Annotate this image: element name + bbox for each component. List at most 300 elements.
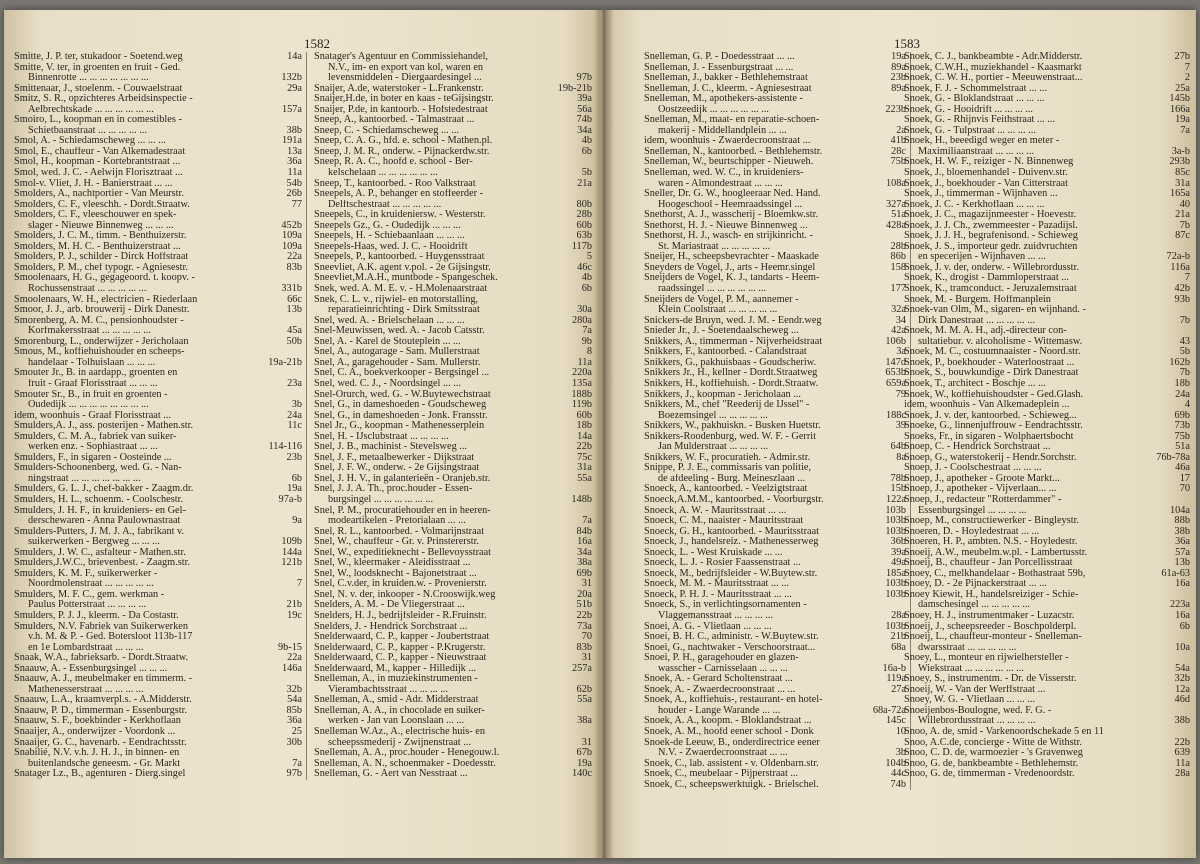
entry-text: Snaauw, L.A., kraamverpl.s. - A.Midderstr. — [14, 695, 192, 706]
directory-entry — [314, 326, 592, 337]
entry-text: Snel Jr., G., koopman - Mathenesserplein — [314, 421, 485, 432]
directory-entry — [314, 305, 592, 316]
entry-text: Snoeck, C. M., naaister - Mauritsstraat — [644, 516, 804, 527]
entry-house-number: 46a — [1175, 462, 1190, 474]
entry-house-number: 327a — [885, 198, 906, 210]
directory-entry — [314, 706, 592, 717]
entry-house-number: 28b — [890, 240, 906, 252]
entry-house-number: 145b — [1169, 93, 1190, 105]
directory-entry — [14, 453, 302, 464]
entry-text: Snaijer,H.de, in boter en kaas - teGijsingstr. — [314, 94, 494, 105]
entry-text: Snoek, J., boekhouder - Van Citterstraat — [904, 178, 1068, 189]
entry-text: Smulders, G. L. J., chef-bakker - Zaagm.dr. — [14, 484, 194, 495]
entry-house-number: 17 — [1179, 472, 1190, 484]
entry-text: Snel, wed. A. - Brielschelaan ... ... ... — [314, 315, 465, 326]
directory-entry — [904, 347, 1190, 358]
entry-house-number: 21a — [577, 177, 592, 189]
directory-entry — [314, 411, 592, 422]
entry-house-number: 61a-63 — [1161, 567, 1190, 579]
entry-text: fruit - Graaf Florisstraat ... ... ... — [28, 378, 158, 389]
directory-entry — [904, 126, 1190, 137]
entry-house-number: 31 — [581, 578, 592, 590]
entry-house-number: 147d — [885, 356, 906, 368]
entry-text: Snoeij, B., chauffeur - Jan Porcellisstraat — [904, 558, 1073, 569]
directory-entry — [904, 63, 1190, 74]
entry-text: N.V. - Zwaerdecroonstraat ... ... — [658, 748, 788, 759]
directory-entry — [644, 326, 906, 337]
right-page-number: 1583 — [894, 36, 920, 51]
entry-text: Sneepels, A. P., behanger en stoffeerder - — [314, 189, 484, 200]
directory-entry — [904, 685, 1190, 696]
entry-house-number: 6b — [291, 472, 302, 484]
directory-entry — [904, 400, 1190, 411]
entry-text: Snoey, S., instrumentm. - Dr. de Visserstr. — [904, 674, 1077, 685]
entry-house-number: 109a — [281, 230, 302, 242]
entry-text: Paulus Potterstraat ... ... ... ... — [28, 600, 147, 611]
directory-entry — [644, 611, 906, 622]
entry-text: Snoeck, A. W. - Mauritsstraat ... ... — [644, 505, 787, 516]
directory-entry — [904, 263, 1190, 274]
directory-entry — [314, 179, 592, 190]
directory-entry — [14, 695, 302, 706]
entry-text: Snel, W., loodsknecht - Bajonetstraat ... — [314, 568, 477, 579]
directory-entry — [314, 695, 592, 706]
entry-text: Essenburgsingel ... ... ... ... — [918, 505, 1027, 516]
entry-text: Snoep, M., constructiewerker - Bingleystr. — [904, 516, 1080, 527]
entry-house-number: 54a — [1175, 662, 1190, 674]
entry-house-number: 30b — [286, 736, 302, 748]
entry-house-number: 26b — [286, 188, 302, 200]
directory-entry — [644, 126, 906, 137]
entry-text: Smorenburg, L., onderwijzer - Jericholaan — [14, 336, 189, 347]
entry-house-number: 8a — [896, 451, 906, 463]
entry-house-number: 89a — [891, 82, 906, 94]
directory-entry — [904, 168, 1190, 179]
entry-text: Snoek, J. C., magazijnmeester - Hoevestr. — [904, 210, 1077, 221]
entry-house-number: 28a — [1175, 768, 1190, 780]
entry-text: raadssingel ... ... ... ... ... ... — [658, 284, 767, 295]
directory-entry — [14, 664, 302, 675]
entry-text: kelschelaan ... ... ... ... ... ... — [328, 168, 438, 179]
directory-entry — [314, 569, 592, 580]
entry-house-number: 22b — [576, 609, 592, 621]
directory-entry — [644, 157, 906, 168]
entry-house-number: 7b — [1179, 219, 1190, 231]
directory-entry — [314, 622, 592, 633]
book-spread — [4, 10, 1196, 858]
entry-text: Snel, R. L., kantoorbed. - Volmarijnstraat — [314, 526, 485, 537]
entry-house-number: 20a — [577, 588, 592, 600]
directory-entry — [644, 506, 906, 517]
directory-entry — [904, 495, 1190, 506]
entry-text: Snoek, J. J. Ch., zwemmeester - Pazadijsl. — [904, 220, 1078, 231]
entry-text: Snelleman, G. P. - Doedesstraat ... ... — [644, 52, 795, 62]
directory-entry — [314, 495, 592, 506]
entry-text: slager - Nieuwe Binnenweg ... ... ... — [28, 220, 174, 231]
entry-house-number: 24a — [287, 409, 302, 421]
entry-text: Snoey, W. G. - Vlietlaan ... ... ... — [904, 695, 1035, 706]
entry-text: Snoek, M. - Burgem. Hoffmanplein — [904, 294, 1051, 305]
entry-house-number: 74b — [576, 114, 592, 126]
entry-text: Sneller, Dr. G. W., hoogleeraar Ned. Hand. — [644, 189, 821, 200]
entry-house-number: 34a — [577, 546, 592, 558]
entry-text: Snoek, H. W. F., reiziger - N. Binnenweg — [904, 157, 1074, 168]
entry-text: Snelleman, M., maat- en reparatie-schoen- — [644, 115, 820, 126]
entry-house-number: 117b — [571, 240, 592, 252]
entry-house-number: 7b — [1179, 314, 1190, 326]
entry-house-number: 659a — [885, 377, 906, 389]
entry-house-number: 103b — [885, 515, 906, 527]
directory-entry — [904, 442, 1190, 453]
directory-entry — [644, 52, 906, 63]
directory-entry — [14, 126, 302, 137]
entry-text: Snethorst, H. J. - Nieuwe Binnenweg ... — [644, 220, 808, 231]
directory-entry — [314, 252, 592, 263]
entry-text: Snel, H. - IJsclubstraat ... ... ... ... — [314, 431, 449, 442]
directory-entry — [904, 569, 1190, 580]
directory-entry — [644, 136, 906, 147]
left-page-number: 1582 — [304, 36, 330, 51]
directory-entry — [644, 453, 906, 464]
entry-text: Snel, C.v.der, in kruiden.w. - Provenierstr. — [314, 579, 487, 590]
entry-text: Snoek, G. - Tulpstraat ... ... ... ... — [904, 125, 1036, 136]
entry-house-number: 46d — [1174, 694, 1190, 706]
entry-house-number: 76b-78a — [1156, 451, 1190, 463]
entry-house-number: 8 — [586, 346, 592, 358]
entry-text: Snelderwaard, C. P., kapper - Joubertstraat — [314, 632, 490, 643]
directory-entry — [314, 527, 592, 538]
directory-entry — [904, 305, 1190, 316]
entry-text: Snoo, G. de, timmerman - Vredenoordstr. — [904, 769, 1075, 780]
entry-text: Snaauw, A. J., meubelmaker en timmerm. - — [14, 674, 193, 685]
entry-house-number: 28b — [576, 209, 592, 221]
entry-house-number: 27a — [891, 683, 906, 695]
entry-house-number: 70 — [581, 631, 592, 643]
entry-text: Smulders, C. M. A., fabriek van suiker- — [14, 431, 177, 442]
entry-text: Snoeren, D. - Hoyledestraat ... ... — [904, 526, 1040, 537]
entry-text: Snel, A., autogarage - Sam. Mullerstraat — [314, 347, 480, 358]
entry-house-number: 46c — [577, 261, 592, 273]
entry-text: N.V., im- en export van kol, waren en — [328, 62, 484, 73]
entry-text: Snoek, J., timmerman - Wijnhaven ... — [904, 189, 1058, 200]
entry-house-number: 2 — [1184, 72, 1190, 84]
directory-entry — [14, 284, 302, 295]
entry-text: Snoo, A.C.de, concierge - Witte de Withstr. — [904, 737, 1082, 748]
directory-entry — [314, 590, 592, 601]
directory-entry — [644, 189, 906, 200]
entry-house-number: 83b — [286, 261, 302, 273]
directory-entry — [904, 537, 1190, 548]
entry-text: Smitz, S. R., opzichteres Arbeidsinspectie - — [14, 94, 193, 105]
directory-entry — [644, 242, 906, 253]
entry-house-number: 21a — [1175, 209, 1190, 221]
entry-text: Snoep, J., apotheker - Groote Markt... — [904, 473, 1060, 484]
entry-house-number: 19a — [891, 51, 906, 62]
entry-house-number: 3b — [895, 747, 906, 759]
entry-text: Smulders,A. J., ass. posterijen - Mathen.str. — [14, 421, 194, 432]
entry-text: Snaijer, A.de, waterstoker - L.Frankenstr. — [314, 83, 484, 94]
entry-house-number: 7 — [296, 578, 302, 590]
directory-entry — [904, 748, 1190, 759]
entry-text: Snethorst, H. J., wasch- en strijkinricht. - — [644, 231, 814, 242]
entry-house-number: 73a — [577, 620, 592, 632]
entry-text: Smol, H., koopman - Kortebrantstraat ... — [14, 157, 181, 168]
entry-text: waren - Almondestraat ... ... ... — [658, 178, 783, 189]
entry-house-number: 119a — [886, 673, 906, 685]
entry-house-number: 87c — [1175, 230, 1190, 242]
entry-text: Snelderwaard, C. P., kapper - Nieuwstraat — [314, 653, 487, 664]
entry-text: buitenlandsche geneesm. - Gr. Markt — [28, 758, 181, 769]
entry-text: Snoei, P. H., garagehouder en glazen- — [644, 653, 799, 664]
entry-house-number: 80b — [576, 198, 592, 210]
entry-text: Sneepels Gz., G. - Oudedijk ... ... ... — [314, 220, 461, 231]
entry-text: Snoek, K., tramconduct. - Jeruzalemstraat — [904, 284, 1077, 295]
entry-text: Snoeij, J., scheepsreeder - Boschpolderpl. — [904, 621, 1077, 632]
entry-text: reparatieinrichting - Dirk Smitsstraat — [328, 305, 480, 316]
directory-entry — [314, 643, 592, 654]
entry-text: scheepssmederij - Zwijnenstraat ... — [328, 737, 471, 748]
directory-entry — [314, 463, 592, 474]
entry-text: Snoek, C.W.H., muziekhandel - Kaasmarkt — [904, 62, 1082, 73]
directory-entry — [314, 738, 592, 749]
entry-text: Snelleman, wed. W. C., in kruideniers- — [644, 168, 804, 179]
entry-house-number: 109a — [281, 240, 302, 252]
entry-text: Snelders, J. - Hendrick Sorchstraat ... — [314, 621, 468, 632]
directory-entry — [14, 748, 302, 759]
entry-text: Snel, G., in dameshoeden - Goudscheweg — [314, 400, 487, 411]
entry-house-number: 428a — [885, 219, 906, 231]
entry-house-number: 114-116 — [268, 441, 302, 453]
entry-house-number: 54b — [286, 177, 302, 189]
directory-entry — [904, 242, 1190, 253]
directory-entry — [644, 643, 906, 654]
directory-entry — [644, 632, 906, 643]
entry-text: Snel, wed. C. J., - Noordsingel ... ... — [314, 378, 462, 389]
entry-text: Maximiliaanstraat ... ... ... ... — [918, 146, 1035, 157]
entry-text: Sneepels, P., kantoorbed. - Huygensstraat — [314, 252, 485, 263]
entry-text: Snoek, J. S., importeur gedr. zuidvruchten — [904, 241, 1078, 252]
entry-house-number: 29a — [287, 82, 302, 94]
entry-house-number: 13b — [286, 304, 302, 316]
entry-text: Snoek, K., drogist - Dammloperstraat ... — [904, 273, 1070, 284]
entry-text: Snoek, A., koffiehuis-, restaurant- en hotel- — [644, 695, 823, 706]
entry-text: Snoek, G. - Hooidrift ... ... ... ... — [904, 104, 1033, 115]
directory-entry — [14, 516, 302, 527]
entry-text: Smoiro, L., koopman en in comestibles - — [14, 115, 182, 126]
entry-house-number: 103b — [885, 620, 906, 632]
entry-house-number: 6b — [1179, 620, 1190, 632]
entry-house-number: 62b — [576, 683, 592, 695]
entry-house-number: 78b — [890, 472, 906, 484]
entry-text: Snoek, H., beeedigd weger en meter - — [904, 136, 1060, 147]
entry-house-number: 18b — [1174, 377, 1190, 389]
entry-text: sultatiebur. v. alcoholisme - Wittemasw. — [918, 336, 1083, 347]
directory-entry — [904, 579, 1190, 590]
directory-entry — [14, 115, 302, 126]
directory-entry — [644, 516, 906, 527]
entry-text: Sneijer, H., scheepsbevrachter - Maaskade — [644, 252, 819, 263]
entry-house-number: 13b — [1174, 557, 1190, 569]
entry-house-number: 177 — [890, 283, 906, 295]
directory-entry — [644, 358, 906, 369]
directory-entry — [14, 537, 302, 548]
directory-entry — [314, 84, 592, 95]
entry-text: Oudedijk ... ... ... ... ... ... ... ... — [28, 400, 149, 411]
directory-entry — [14, 231, 302, 242]
entry-house-number: 40 — [1179, 198, 1190, 210]
entry-house-number: 280a — [571, 314, 592, 326]
directory-entry — [14, 179, 302, 190]
entry-house-number: 68a-72a — [872, 704, 906, 716]
entry-text: Snippe, P. J. E., commissaris van politie, — [644, 463, 812, 474]
directory-entry — [14, 474, 302, 485]
entry-text: Snoek, W., koffiehuishoudster - Ged.Glash. — [904, 389, 1084, 400]
entry-text: Snoey Kiewit, H., handelsreiziger - Schie- — [904, 589, 1079, 600]
directory-entry — [314, 611, 592, 622]
directory-entry — [14, 411, 302, 422]
entry-house-number: 19a — [1175, 114, 1190, 126]
entry-text: Snikkers, J., koopman - Jericholaan ... — [644, 389, 801, 400]
entry-text: Snaaijer, G. C., havenarb. - Eendrachtsstr. — [14, 737, 187, 748]
directory-entry — [314, 600, 592, 611]
entry-text: Snoek, C. W. H., portier - Meeuwenstraat... — [904, 73, 1083, 84]
entry-text: Snek, wed. A. M. E. v. - H.Molenaarstraat — [314, 284, 488, 295]
entry-text: Snikkers, W., pakhuiskn. - Busken Huetstr. — [644, 421, 821, 432]
entry-house-number: 31 — [581, 652, 592, 664]
entry-text: Snikkers, H., koffiehuish. - Dordt.Straatw. — [644, 378, 819, 389]
directory-entry — [644, 390, 906, 401]
directory-entry — [904, 84, 1190, 95]
entry-house-number: 88b — [1174, 515, 1190, 527]
directory-entry — [644, 305, 906, 316]
entry-house-number: 28c — [891, 145, 906, 157]
entry-house-number: 22b — [576, 441, 592, 453]
entry-text: Snikkers, A., timmerman - Nijverheidstraat — [644, 336, 823, 347]
directory-entry — [14, 432, 302, 443]
entry-text: Snoek-de Leeuw, B., onderdirectrice eener — [644, 737, 820, 748]
directory-entry — [644, 179, 906, 190]
directory-entry — [644, 168, 906, 179]
entry-house-number: 135a — [571, 377, 592, 389]
entry-house-number: 4 — [1184, 399, 1190, 411]
entry-text: Snel, J. F. W., onderw. - 2e Gijsingstraat — [314, 463, 480, 474]
entry-text: Snoek, S., bouwkundige - Dirk Danestraat — [904, 368, 1079, 379]
entry-text: Smulders, J. W. C., asfalteur - Mathen.str. — [14, 547, 186, 558]
entry-text: Wiekstraat ... ... ... ... ... ... — [918, 663, 1024, 674]
directory-entry — [904, 358, 1190, 369]
directory-entry — [644, 738, 906, 749]
directory-entry — [14, 295, 302, 306]
entry-house-number: 85c — [1175, 167, 1190, 179]
entry-house-number: 51a — [891, 209, 906, 221]
entry-house-number: 639 — [1174, 747, 1190, 759]
entry-text: Sneepels-Haas, wed. J. C. - Hooidrift — [314, 241, 468, 252]
entry-house-number: 11a — [1175, 757, 1190, 769]
entry-text: Snabilié, N.V. v.h. J. H. J., in binnen- en — [14, 748, 180, 759]
entry-text: Snoeck, L. - West Kruiskade ... ... — [644, 547, 783, 558]
entry-house-number: 45a — [287, 325, 302, 337]
directory-entry — [904, 273, 1190, 284]
entry-text: Vlaggemansstraat ... ... ... ... — [658, 610, 773, 621]
entry-house-number: 146a — [281, 662, 302, 674]
entry-text: Smolders, P. M., chef typogr. - Agniesestr. — [14, 262, 188, 273]
entry-text: levensmiddelen - Diergaardesingel ... — [328, 73, 482, 84]
entry-house-number: 7a — [582, 515, 592, 527]
entry-house-number: 11a — [287, 167, 302, 179]
directory-entry — [14, 84, 302, 95]
entry-house-number: 32b — [286, 683, 302, 695]
entry-house-number: 132b — [281, 72, 302, 84]
directory-entry — [904, 653, 1190, 664]
directory-entry — [904, 379, 1190, 390]
entry-text: Snelderwaard, M., kapper - Hilledijk ... — [314, 663, 477, 674]
directory-entry — [904, 316, 1190, 327]
entry-text: Snoeij, A.W., meubelm.w.pl. - Lambertusstr. — [904, 547, 1088, 558]
directory-entry — [904, 453, 1190, 464]
entry-house-number: 18b — [576, 420, 592, 432]
left-column-1 — [14, 52, 307, 780]
directory-entry — [14, 147, 302, 158]
entry-house-number: 38a — [577, 557, 592, 569]
entry-house-number: 166a — [1169, 103, 1190, 115]
entry-text: Smulders, H. L., schoenm. - Coolschestr. — [14, 494, 184, 505]
entry-text: Snel, J. F., metaalbewerker - Dijkstraat — [314, 452, 475, 463]
directory-entry — [904, 432, 1190, 443]
entry-text: Smol, wed. J. C. - Aelwijn Florisztraat ... — [14, 168, 183, 179]
directory-entry — [314, 748, 592, 759]
directory-entry — [644, 411, 906, 422]
directory-entry — [314, 316, 592, 327]
directory-entry — [904, 632, 1190, 643]
directory-entry — [904, 558, 1190, 569]
entry-text: Smulders-Schoonenberg, wed. G. - Nan- — [14, 463, 182, 474]
entry-text: Snoek-van Olm, M., sigaren- en wijnhand. - — [904, 305, 1086, 316]
entry-text: Snelleman, G. - Aert van Nesstraat ... — [314, 769, 468, 780]
directory-entry — [314, 136, 592, 147]
entry-house-number: 7a — [292, 757, 302, 769]
entry-house-number: 54a — [287, 694, 302, 706]
directory-entry — [644, 400, 906, 411]
directory-entry — [14, 73, 302, 84]
entry-house-number: 223a — [1169, 599, 1190, 611]
directory-entry — [644, 105, 906, 116]
entry-text: Snoek, A. - Zwaerdecroonstraat ... ... — [644, 684, 796, 695]
directory-entry — [904, 706, 1190, 717]
entry-house-number: 140c — [571, 768, 592, 780]
directory-entry — [314, 273, 592, 284]
directory-entry — [14, 221, 302, 232]
entry-house-number: 19a — [577, 757, 592, 769]
entry-text: Snethorst, A. J., wasscherij - Bloemkw.str. — [644, 210, 819, 221]
entry-house-number: 79 — [895, 388, 906, 400]
directory-entry — [14, 685, 302, 696]
directory-entry — [314, 168, 592, 179]
directory-entry — [314, 653, 592, 664]
entry-text: Smolders, M. H. C. - Benthuizerstraat ... — [14, 241, 181, 252]
entry-text: Snoep, G., waterstokerij - Hendr.Sorchstr. — [904, 452, 1077, 463]
entry-house-number: 14a — [287, 51, 302, 62]
directory-entry — [14, 463, 302, 474]
entry-text: Snickers-de Bruyn, wed. J. M. - Eendr.weg — [644, 315, 822, 326]
entry-text: Snoep, J., redacteur "Rotterdammer" - — [904, 494, 1062, 505]
entry-house-number: 19a-21b — [268, 356, 302, 368]
entry-house-number: 57a — [1175, 546, 1190, 558]
entry-house-number: 38b — [1174, 715, 1190, 727]
directory-entry — [904, 189, 1190, 200]
entry-house-number: 7 — [1184, 272, 1190, 284]
entry-text: burgsingel ... ... ... ... ... ... — [328, 494, 434, 505]
directory-entry — [904, 527, 1190, 538]
